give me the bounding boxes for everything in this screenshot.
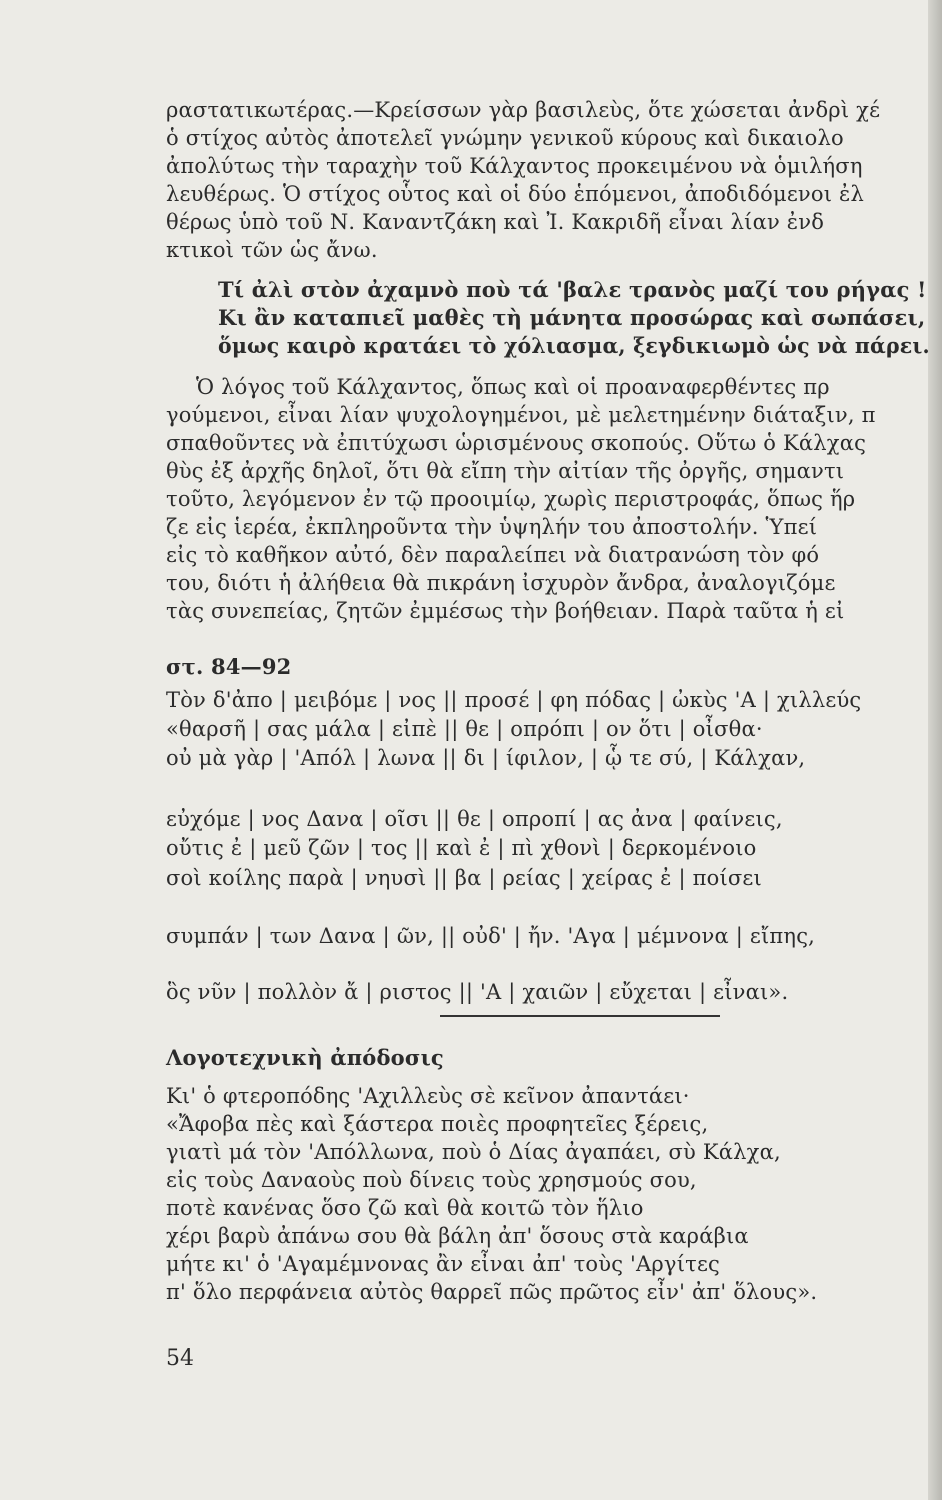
translation-line: γιατὶ μά τὸν 'Απόλλωνα, ποὺ ὁ Δίας ἀγαπάει, σὺ Κάλχα,: [166, 1140, 781, 1164]
translation-line: χέρι βαρὺ ἀπάνω σου θὰ βάλη ἀπ' ὅσους στὰ καράβια: [166, 1224, 749, 1248]
scansion-line: σοὶ κοίλης παρὰ | νηυσὶ || βα | ρείας | χείρας ἐ | ποίσει: [166, 866, 762, 890]
commentary-line: ραστατικωτέρας.—Κρείσσων γὰρ βασιλεὺς, ὅτε χώσεται ἀνδρὶ χέ: [166, 98, 881, 122]
translation-heading: Λογοτεχνικὴ ἀπόδοσις: [166, 1045, 444, 1070]
commentary-line: κτικοὶ τῶν ὡς ἄνω.: [166, 238, 378, 262]
commentary-line: Ὁ λόγος τοῦ Κάλχαντος, ὅπως καὶ οἱ προαναφερθέντες πρ: [196, 375, 830, 399]
verse-quote-line: Τί ἀλὶ στὸν ἀχαμνὸ ποὺ τά 'βαλε τρανὸς μαζί του ρήγας !: [218, 277, 927, 302]
scansion-line: συμπάν | των Δανα | ῶν, || οὐδ' | ἤν. 'Αγα | μέμνονα | εἴπης,: [166, 924, 816, 948]
divider-rule: [440, 1015, 720, 1017]
commentary-line: του, διότι ἡ ἀλήθεια θὰ πικράνη ἰσχυρὸν ἄνδρα, ἀναλογιζόμε: [166, 571, 836, 595]
translation-line: εἰς τοὺς Δαναοὺς ποὺ δίνεις τοὺς χρησμούς σου,: [166, 1168, 697, 1192]
translation-line: ποτὲ κανένας ὅσο ζῶ καὶ θὰ κοιτῶ τὸν ἥλιο: [166, 1196, 644, 1220]
scansion-line: Τὸν δ'ἀπο | μειβόμε | νος || προσέ | φη πόδας | ὠκὺς 'Α | χιλλεύς: [166, 688, 862, 712]
commentary-line: θὺς ἐξ ἀρχῆς δηλοῖ, ὅτι θὰ εἴπη τὴν αἰτίαν τῆς ὀργῆς, σημαντι: [166, 459, 845, 483]
scansion-line: οὔτις ἐ | μεῦ ζῶν | τος || καὶ ἐ | πὶ χθονὶ | δερκομένοιο: [166, 836, 757, 860]
commentary-line: τὰς συνεπείας, ζητῶν ἐμμέσως τὴν βοήθειαν. Παρὰ ταῦτα ἡ εἰ: [166, 599, 845, 623]
verse-quote-line: ὅμως καιρὸ κρατάει τὸ χόλιασμα, ξεγδικιωμὸ ὡς νὰ πάρει.: [218, 333, 930, 358]
translation-line: «Ἄφοβα πὲς καὶ ξάστερα ποιὲς προφητεῖες ξέρεις,: [166, 1112, 709, 1136]
commentary-line: λευθέρως. Ὁ στίχος οὗτος καὶ οἱ δύο ἑπόμενοι, ἀποδιδόμενοι ἐλ: [166, 182, 865, 206]
translation-line: μήτε κι' ὁ 'Αγαμέμνονας ἂν εἶναι ἀπ' τοὺς 'Αργίτες: [166, 1252, 720, 1276]
scansion-line: οὐ μὰ γὰρ | 'Απόλ | λωνα || δι | ίφιλον, | ᾧ τε σύ, | Κάλχαν,: [166, 746, 806, 770]
scansion-line: ὃς νῦν | πολλὸν ἄ | ριστος || 'Α | χαιῶν | εὔχεται | εἶναι».: [166, 980, 789, 1004]
translation-line: π' ὅλο περφάνεια αὐτὸς θαρρεῖ πῶς πρῶτος εἶν' ἀπ' ὅλους».: [166, 1280, 818, 1304]
scansion-line: εὐχόμε | νος Δανα | οῖσι || θε | οπροπί | ας ἀνα | φαίνεις,: [166, 807, 783, 831]
commentary-line: ζε εἰς ἱερέα, ἐκπληροῦντα τὴν ὑψηλήν του ἀποστολήν. Ὑπεί: [166, 515, 818, 539]
commentary-line: εἰς τὸ καθῆκον αὐτό, δὲν παραλείπει νὰ διατρανώση τὸν φό: [166, 543, 820, 567]
translation-line: Κι' ὁ φτεροπόδης 'Αχιλλεὺς σὲ κεῖνον ἀπαντάει·: [166, 1084, 690, 1108]
page-number: 54: [166, 1346, 194, 1371]
commentary-line: σπαθοῦντες νὰ ἐπιτύχωσι ὡρισμένους σκοπούς. Οὕτω ὁ Κάλχας: [166, 431, 867, 455]
commentary-line: γούμενοι, εἶναι λίαν ψυχολογημένοι, μὲ μελετημένην διάταξιν, π: [166, 403, 876, 427]
verse-quote-line: Κι ἂν καταπιεῖ μαθὲς τὴ μάνητα προσώρας καὶ σωπάσει,: [218, 305, 926, 330]
commentary-line: ἀπολύτως τὴν ταραχὴν τοῦ Κάλχαντος προκειμένου νὰ ὁμιλήση: [166, 154, 863, 178]
scansion-line: «θαρσῆ | σας μάλα | εἰπὲ || θε | οπρόπι | ον ὅτι | οἶσθα·: [166, 717, 763, 741]
commentary-line: ὁ στίχος αὐτὸς ἀποτελεῖ γνώμην γενικοῦ κύρους καὶ δικαιολο: [166, 126, 844, 150]
commentary-line: τοῦτο, λεγόμενον ἐν τῷ προοιμίῳ, χωρὶς περιστροφάς, ὅπως ἥρ: [166, 487, 856, 511]
commentary-line: θέρως ὑπὸ τοῦ Ν. Καναντζάκη καὶ Ἰ. Κακριδῆ εἶναι λίαν ἐνδ: [166, 210, 825, 234]
section-heading: στ. 84—92: [166, 654, 292, 679]
